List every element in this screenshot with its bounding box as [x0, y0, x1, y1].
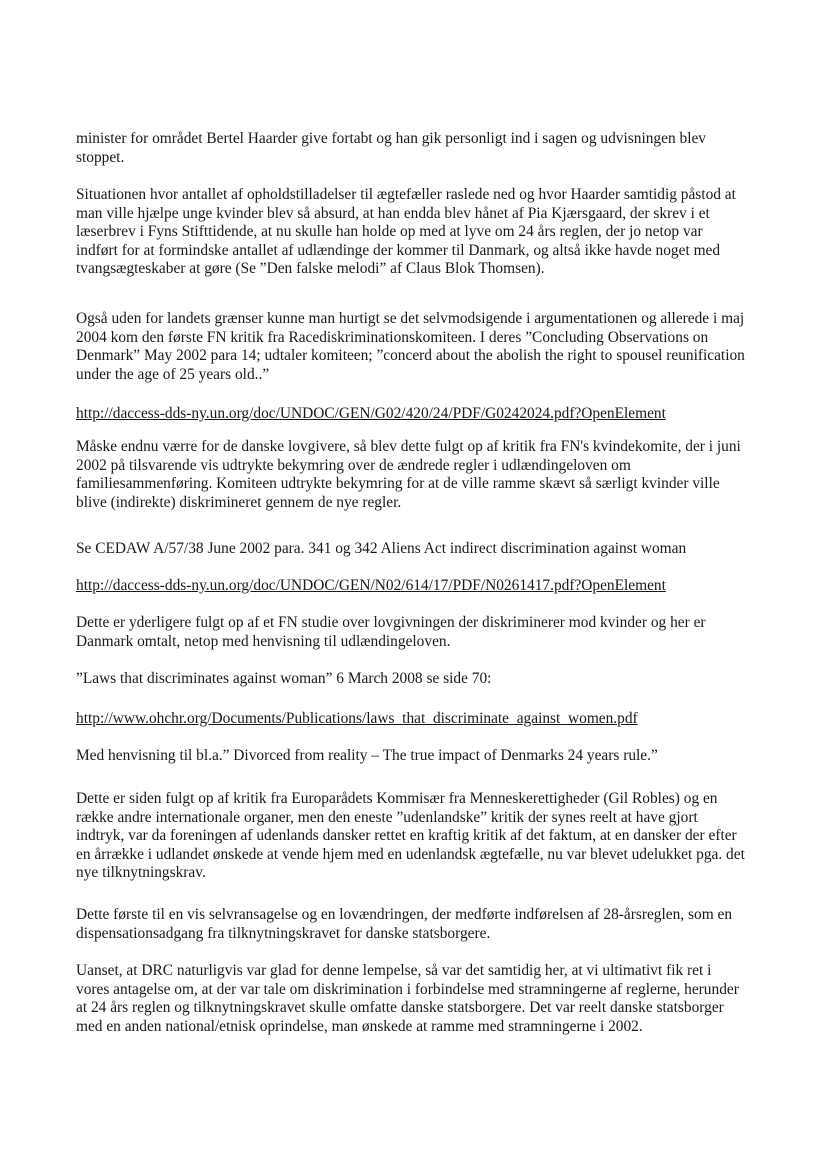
link-text[interactable]: http://daccess-dds-ny.un.org/doc/UNDOC/GEN/G02/420/24/PDF/G0242024.pdf?OpenElement: [76, 405, 666, 422]
paragraph-11: Uanset, at DRC naturligvis var glad for denne lempelse, så var det samtidig her, at vi ultimativt fik ret i vores antagelse om, at der var tale om diskrimination i forbindelse med stramningerne af reglerne, herunder at 24 års reglen og tilknytningskravet skulle omfatte danske statsborgere. Det var reelt danske statsborger med en anden national/etnisk oprindelse, man ønskede at ramme med stramningerne i 2002.: [76, 962, 739, 1035]
link-text[interactable]: http://daccess-dds-ny.un.org/doc/UNDOC/GEN/N02/614/17/PDF/N0261417.pdf?OpenElement: [76, 577, 666, 594]
un-link-g0242024[interactable]: [76, 405, 748, 424]
paragraph-2: Situationen hvor antallet af opholdstilladelser til ægtefæller raslede ned og hvor Haarder samtidig påstod at man ville hjælpe unge kvinder blev så absurd, at han endda blev hånet af Pia Kjærsgaard, der skrev i et læserbrev i Fyns Stifttidende, at nu skulle han holde op med at lyve om 24 års reglen, der jo netop var indført for at formindske antallet af udlændinge der kommer til Danmark, og altså ikke havde noget med tvangsægteskaber at gøre (Se ”Den falske melodi” af Claus Blok Thomsen).: [76, 186, 736, 277]
paragraph-5: Se CEDAW A/57/38 June 2002 para. 341 og 342 Aliens Act indirect discrimination against woman: [76, 540, 687, 557]
paragraph-7: ”Laws that discriminates against woman” 6 March 2008 se side 70:: [76, 670, 492, 687]
paragraph-8: Med henvisning til bl.a.” Divorced from reality – The true impact of Denmarks 24 years rule.”: [76, 747, 658, 764]
paragraph-3: Også uden for landets grænser kunne man hurtigt se det selvmodsigende i argumentationen og allerede i maj 2004 kom den første FN kritik fra Racediskriminationskomiteen. I deres ”Concluding Observations on Denmark” May 2002 para 14; udtaler komiteen; ”concerd about the abolish the right to spousel reunification under the age of 25 years old..”: [76, 310, 745, 383]
link-text[interactable]: http://www.ohchr.org/Documents/Publications/laws_that_discriminate_against_women.pdf: [76, 710, 638, 727]
paragraph-9: Dette er siden fulgt op af kritik fra Europarådets Kommisær fra Menneskerettigheder (Gil Robles) og en række andre internationale organer, men den eneste ”udenlandske” kritik der synes reelt at have gjort indtryk, var da foreningen af udenlands dansker rettet en kraftig kritik af det faktum, at en dansker der efter en årrække i udlandet ønskede at vende hjem med en udenlandsk ægtefælle, nu var blevet udelukket pga. det nye tilknytningskrav.: [76, 790, 745, 881]
un-link-n0261417[interactable]: [76, 577, 748, 596]
paragraph-10: Dette første til en vis selvransagelse og en lovændringen, der medførte indførelsen af 28-årsreglen, som en dispensationsadgang fra tilknytningskravet for danske statsborgere.: [76, 906, 733, 942]
paragraph-4: Måske endnu værre for de danske lovgivere, så blev dette fulgt op af kritik fra FN's kvindekomite, der i juni 2002 på tilsvarende vis udtrykte bekymring over de ændrede regler i udlændingeloven om familiesammenføring. Komiteen udtrykte bekymring for at de ville ramme skævt så særligt kvinder ville blive (indirekte) diskrimineret gennem de nye regler.: [76, 438, 741, 511]
paragraph-1: minister for området Bertel Haarder give fortabt og han gik personligt ind i sagen og udvisningen blev stoppet.: [76, 130, 707, 166]
ohchr-link[interactable]: [76, 710, 748, 729]
paragraph-6: Dette er yderligere fulgt op af et FN studie over lovgivningen der diskriminerer mod kvinder og her er Danmark omtalt, netop med henvisning til udlændingeloven.: [76, 614, 706, 650]
